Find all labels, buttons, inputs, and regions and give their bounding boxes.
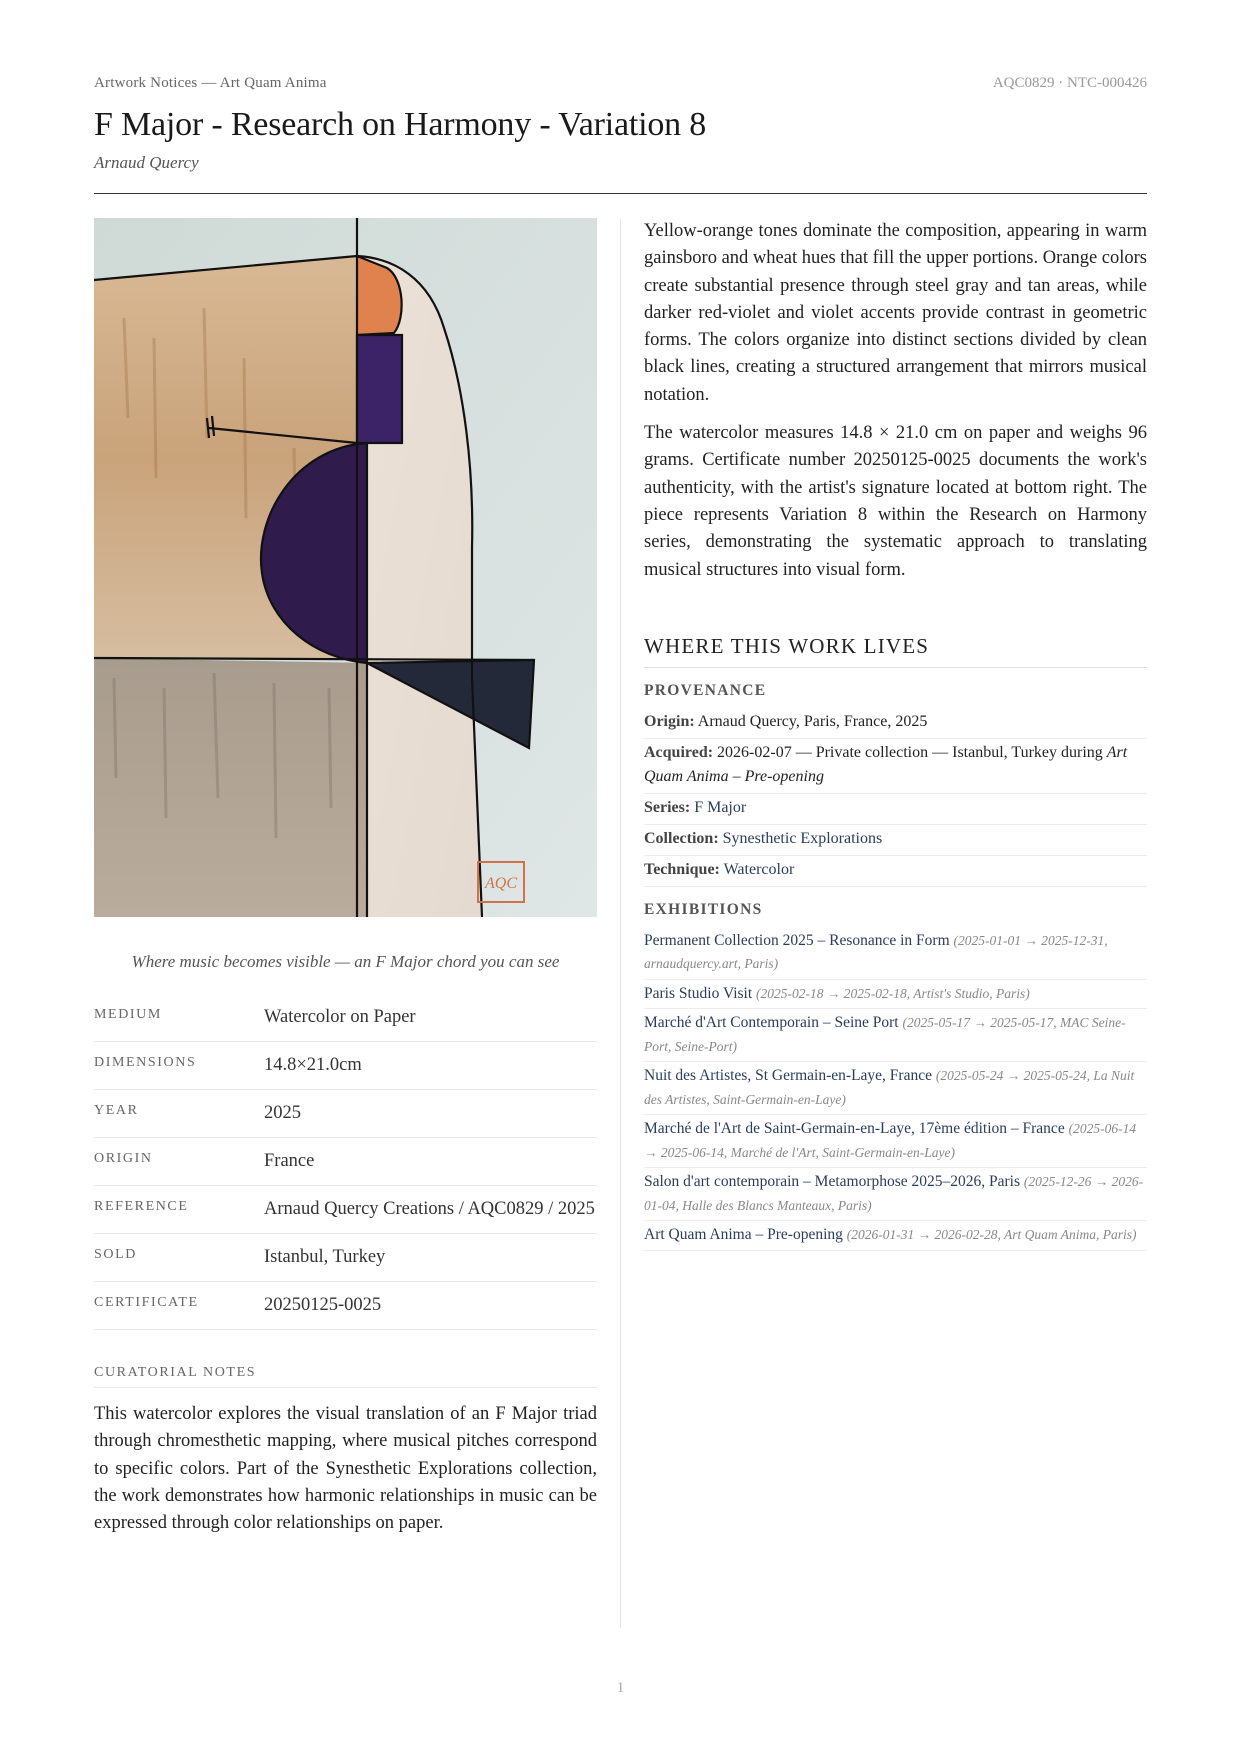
- exhibition-item: [644, 927, 1147, 980]
- exhibition-link[interactable]: Marché de l'Art de Saint-Germain-en-Laye, 17ème édition – France: [644, 1120, 1065, 1138]
- spec-label: DIMENSIONS: [94, 1055, 197, 1070]
- artwork-description: [644, 218, 1147, 584]
- provenance-series: [644, 794, 1147, 825]
- page-number: 1: [616, 1680, 625, 1696]
- artwork-title: F Major - Research on Harmony - Variation 8: [94, 106, 707, 143]
- spec-value: 14.8×21.0cm: [264, 1055, 362, 1075]
- spec-label: MEDIUM: [94, 1007, 162, 1022]
- origin-value: Arnaud Quercy, Paris, France, 2025: [697, 712, 928, 730]
- technique-link[interactable]: Watercolor: [723, 860, 795, 878]
- exhibition-link[interactable]: Salon d'art contemporain – Metamorphose 2025–2026, Paris: [644, 1173, 1021, 1191]
- reference-code: AQC0829 · NTC-000426: [992, 75, 1147, 91]
- technique-label: Technique:: [644, 860, 720, 878]
- exhibition-item: [644, 1221, 1147, 1251]
- exhibition-link[interactable]: Paris Studio Visit: [644, 984, 753, 1002]
- where-heading: WHERE THIS WORK LIVES: [644, 634, 1147, 668]
- curatorial-heading: CURATORIAL NOTES: [94, 1365, 597, 1388]
- spec-value: France: [264, 1151, 315, 1171]
- document-header-bar: [94, 75, 1147, 95]
- exhibition-meta: (2025-02-18 → 2025-02-18, Artist's Studio, Paris): [756, 985, 1030, 1001]
- description-paragraph: Yellow-orange tones dominate the composition, appearing in warm gainsboro and wheat hues that fill the upper portions. Orange colors create substantial presence through steel gray and tan areas, while darker red-violet and violet accents provide contrast in geometric forms. The colors organize into distinct sections divided by clean black lines, creating a structured arrangement that mirrors musical notation.: [644, 221, 1147, 405]
- provenance-technique: [644, 856, 1147, 887]
- exhibition-meta: (2025-12-26 → 2026-01-04, Halle des Blancs Manteaux, Paris): [644, 1174, 1144, 1213]
- spec-row-origin: [94, 1138, 597, 1186]
- artist-name: Arnaud Quercy: [94, 153, 199, 172]
- exhibition-link[interactable]: Nuit des Artistes, St Germain-en-Laye, France: [644, 1067, 932, 1085]
- spec-row-dimensions: [94, 1042, 597, 1090]
- svg-text:AQC: AQC: [485, 875, 517, 892]
- acquired-label: Acquired:: [644, 743, 714, 761]
- curatorial-text: This watercolor explores the visual translation of an F Major triad through chromesthetic mapping, where musical pitches correspond to specific colors. Part of the Synesthetic Explorations collection, the work demonstrates how harmonic relationships in music can be expressed through color relationships on paper.: [94, 1404, 597, 1534]
- spec-label: SOLD: [94, 1247, 137, 1262]
- origin-label: Origin:: [644, 712, 695, 730]
- artwork-image: [94, 218, 597, 917]
- exhibition-meta: (2026-01-31 → 2026-02-28, Art Quam Anima, Paris): [846, 1227, 1137, 1243]
- series-label: Series:: [644, 798, 691, 816]
- spec-label: CERTIFICATE: [94, 1295, 199, 1310]
- exhibition-item: [644, 1009, 1147, 1062]
- spec-table: [94, 994, 597, 1330]
- collection-link[interactable]: Synesthetic Explorations: [722, 829, 883, 847]
- exhibition-item: [644, 1168, 1147, 1221]
- column-divider: [620, 218, 621, 1628]
- artwork-caption: Where music becomes visible — an F Major chord you can see: [131, 952, 560, 971]
- exhibition-link[interactable]: Art Quam Anima – Pre-opening: [644, 1226, 843, 1244]
- exhibition-link[interactable]: Marché d'Art Contemporain – Seine Port: [644, 1014, 899, 1032]
- exhibitions-heading: EXHIBITIONS: [644, 900, 763, 918]
- exhibition-meta: (2025-05-17 → 2025-05-17, MAC Seine-Port, Seine-Port): [644, 1015, 1126, 1054]
- acquired-event: Art Quam Anima – Pre-opening: [644, 743, 1128, 785]
- exhibition-item: [644, 1062, 1147, 1115]
- spec-value: Watercolor on Paper: [264, 1007, 416, 1027]
- exhibition-meta: (2025-01-01 → 2025-12-31, arnaudquercy.art, Paris): [644, 932, 1108, 972]
- exhibition-link[interactable]: Permanent Collection 2025 – Resonance in Form: [644, 931, 950, 949]
- series-link[interactable]: F Major: [694, 798, 747, 816]
- exhibition-meta: (2025-05-24 → 2025-05-24, La Nuit des Artistes, Saint-Germain-en-Laye): [644, 1068, 1135, 1107]
- spec-value: Istanbul, Turkey: [264, 1247, 386, 1267]
- exhibition-item: [644, 980, 1147, 1010]
- spec-row-sold: [94, 1234, 597, 1282]
- spec-row-reference: [94, 1186, 597, 1234]
- spec-label: ORIGIN: [94, 1151, 153, 1166]
- description-paragraph: The watercolor measures 14.8 × 21.0 cm on paper and weighs 96 grams. Certificate number 20250125-0025 documents the work's authenticity, with the artist's signature located at bottom right. The piece represents Variation 8 within the Research on Harmony series, demonstrating the systematic approach to translating musical structures into visual form.: [644, 423, 1147, 580]
- provenance-heading: PROVENANCE: [644, 681, 767, 699]
- spec-label: YEAR: [94, 1103, 139, 1118]
- spec-label: REFERENCE: [94, 1199, 189, 1214]
- exhibitions-list: [644, 927, 1147, 1251]
- provenance-acquired: [644, 739, 1147, 794]
- right-column: [644, 218, 1147, 1251]
- spec-value: 2025: [264, 1103, 301, 1123]
- site-label: Artwork Notices — Art Quam Anima: [94, 75, 327, 91]
- provenance-origin: [644, 708, 1147, 739]
- spec-value: 20250125-0025: [264, 1295, 382, 1315]
- spec-value: Arnaud Quercy Creations / AQC0829 / 2025: [264, 1199, 595, 1219]
- header-divider: [94, 193, 1147, 194]
- exhibition-item: [644, 1115, 1147, 1168]
- acquired-value: 2026-02-07 — Private collection — Istanbul, Turkey during: [717, 743, 1107, 761]
- collection-label: Collection:: [644, 829, 719, 847]
- spec-row-certificate: [94, 1282, 597, 1330]
- provenance-collection: [644, 825, 1147, 856]
- provenance-list: [644, 708, 1147, 887]
- exhibition-meta: (2025-06-14 → 2025-06-14, Marché de l'Art, Saint-Germain-en-Laye): [644, 1121, 1137, 1160]
- spec-row-year: [94, 1090, 597, 1138]
- left-column: [94, 218, 597, 1537]
- spec-row-medium: [94, 994, 597, 1042]
